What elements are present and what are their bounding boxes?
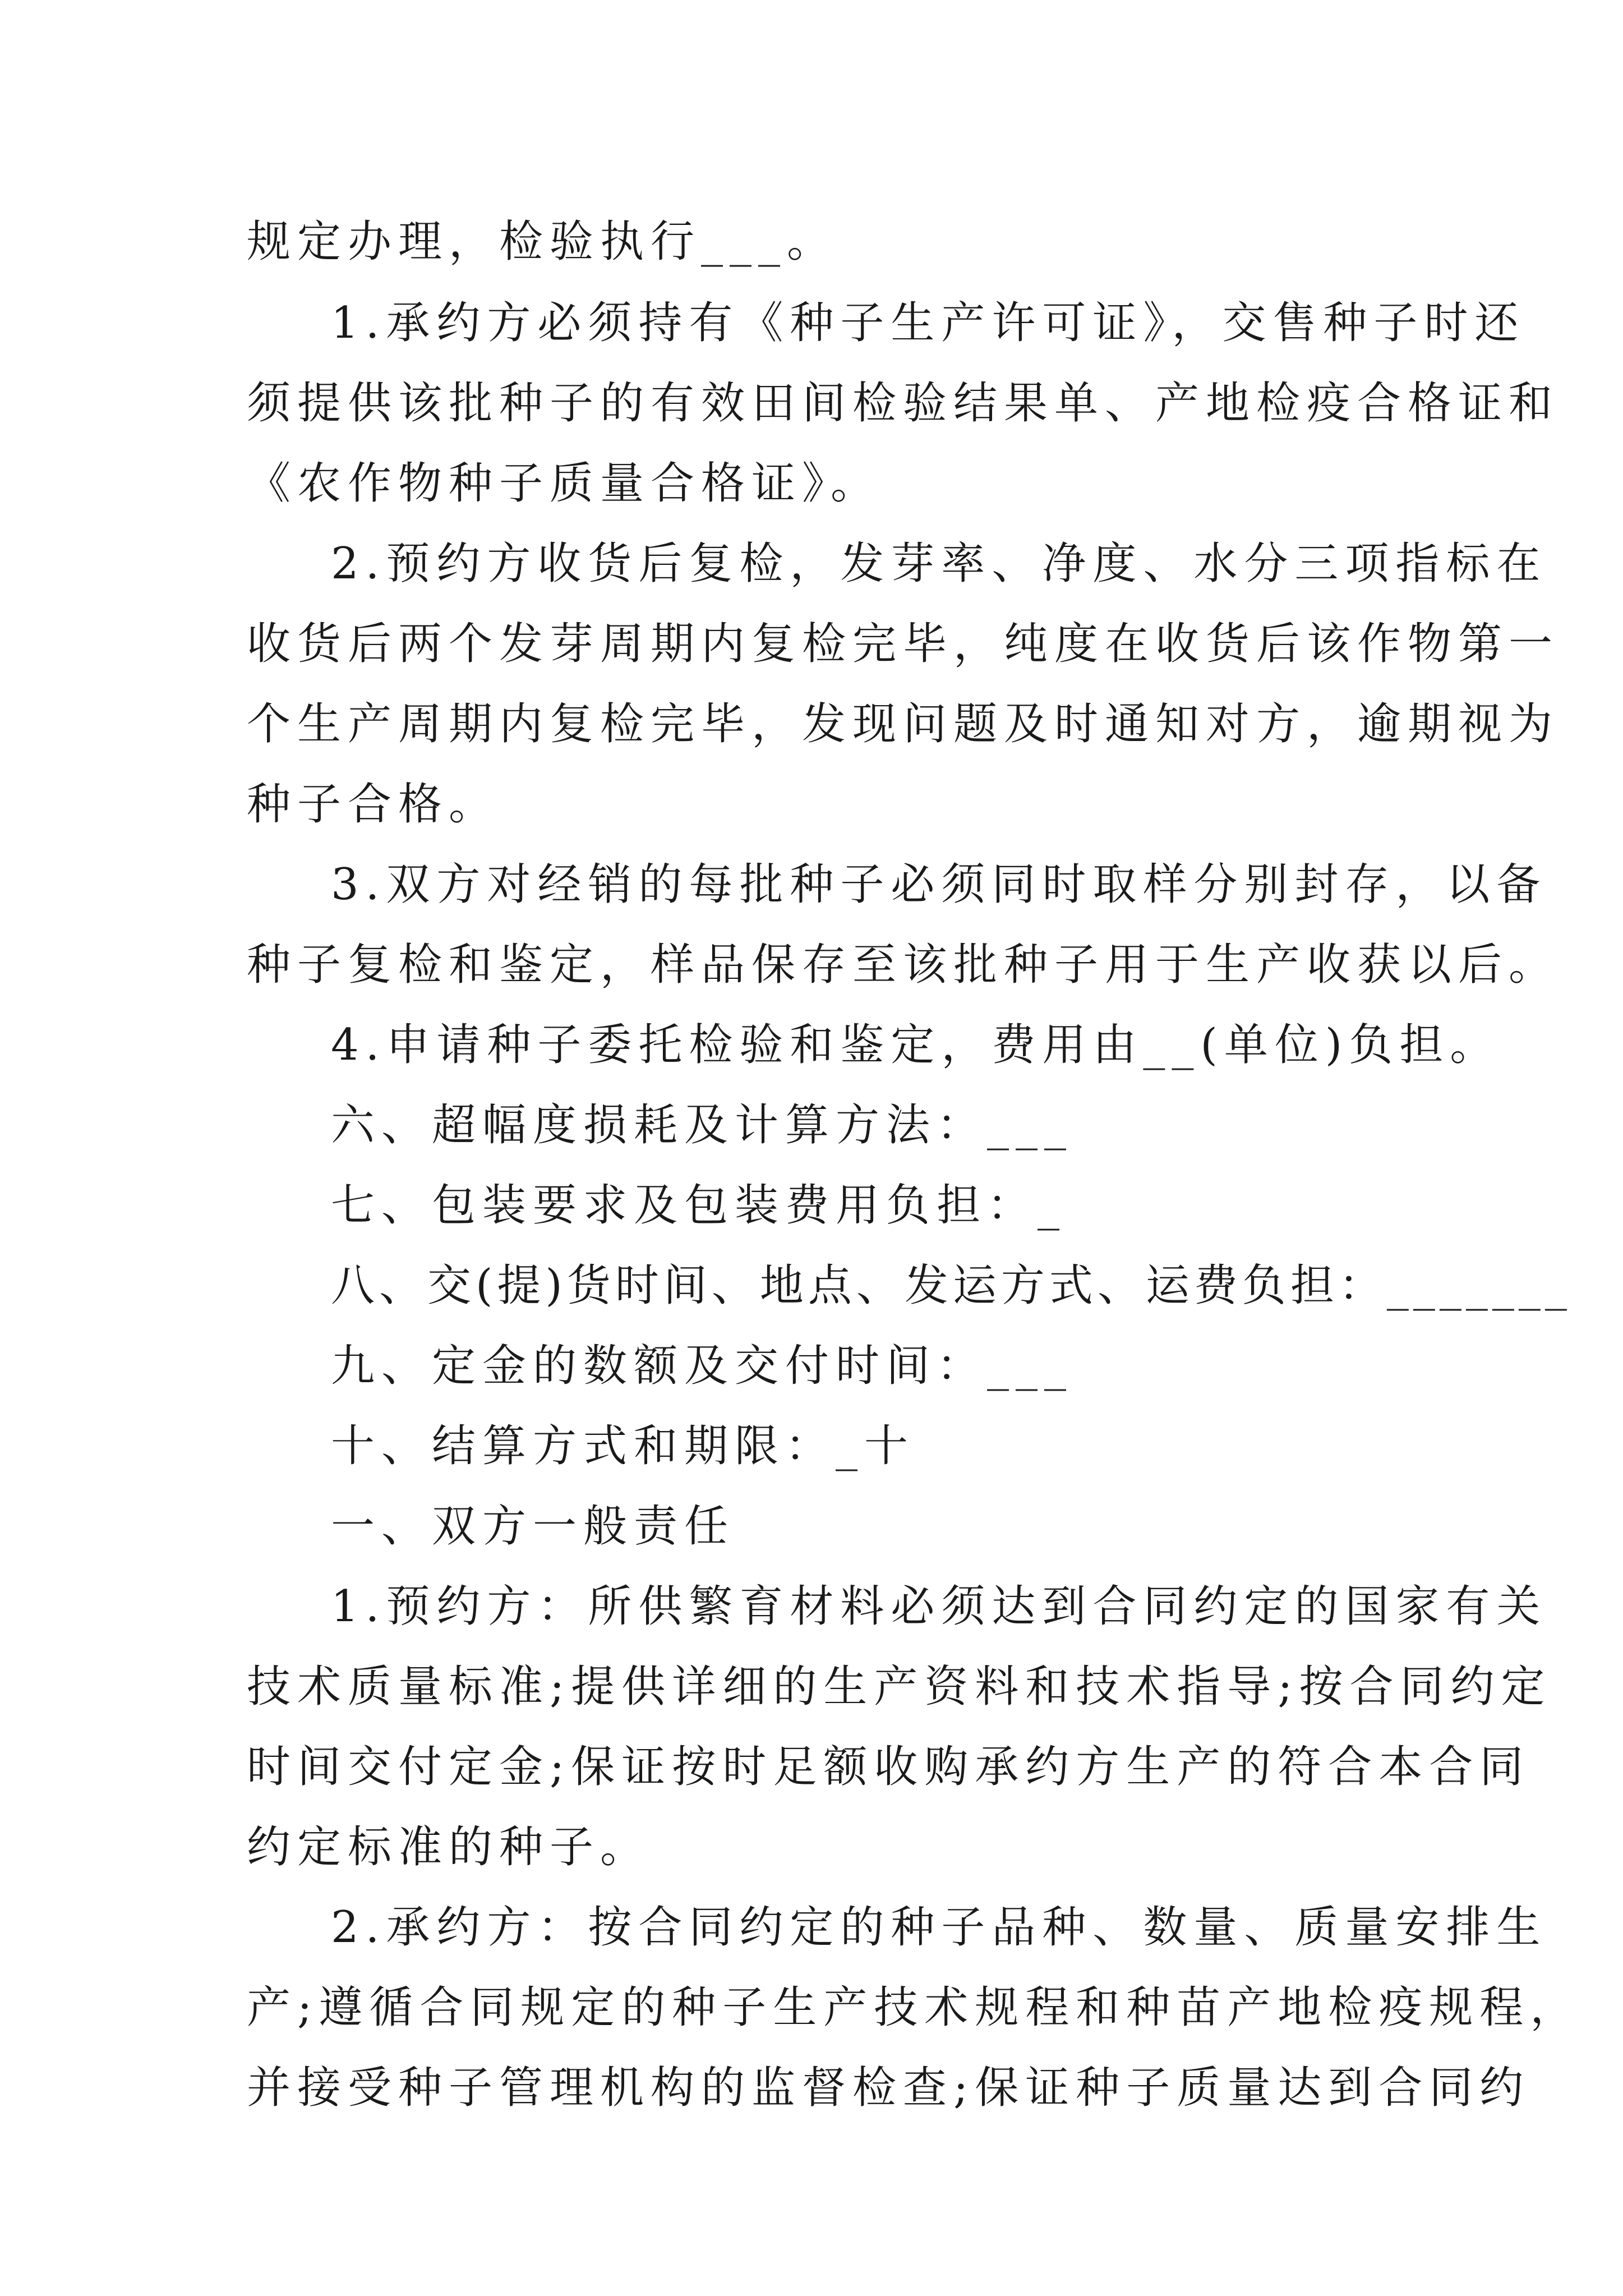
text-line: 时间交付定金;保证按时足额收购承约方生产的符合本合同 [247,1742,1530,1792]
text-line: 技术质量标准;提供详细的生产资料和技术指导;按合同约定 [247,1662,1552,1712]
text-line: 2.承约方：按合同约定的种子品种、数量、质量安排生 [331,1902,1547,1953]
text-line: 《农作物种子质量合格证》。 [247,458,882,509]
text-line: 1.预约方：所供繁育材料必须达到合同约定的国家有关 [331,1581,1547,1632]
text-line: 3.双方对经销的每批种子必须同时取样分别封存，以备 [331,859,1547,910]
text-line: 1.承约方必须持有《种子生产许可证》，交售种子时还 [331,298,1525,348]
text-line: 六、超幅度损耗及计算方法：___ [331,1100,1073,1151]
text-line: 产;遵循合同规定的种子生产技术规程和种苗产地检疫规程， [247,1982,1581,2033]
text-line: 收货后两个发芽周期内复检完毕，纯度在收货后该作物第一 [247,619,1560,669]
text-line: 八、交(提)货时间、地点、发运方式、运费负担：_______ [331,1260,1571,1311]
text-line: 4.申请种子委托检验和鉴定，费用由__(单位)负担。 [331,1020,1501,1070]
text-line: 并接受种子管理机构的监督检查;保证种子质量达到合同约 [247,2063,1530,2113]
text-line: 九、定金的数额及交付时间：___ [331,1341,1073,1391]
text-line: 一、双方一般责任 [331,1501,735,1552]
text-line: 规定办理，检验执行___。 [247,217,838,267]
text-line: 七、包装要求及包装费用负担：_ [331,1180,1067,1231]
text-line: 约定标准的种子。 [247,1822,651,1872]
text-line: 须提供该批种子的有效田间检验结果单、产地检疫合格证和 [247,378,1560,429]
text-line: 种子合格。 [247,779,500,830]
text-line: 2.预约方收货后复检，发芽率、净度、水分三项指标在 [331,539,1547,589]
text-line: 个生产周期内复检完毕，发现问题及时通知对方，逾期视为 [247,699,1560,749]
text-line: 种子复检和鉴定，样品保存至该批种子用于生产收获以后。 [247,940,1560,990]
text-line: 十、结算方式和期限：_十 [331,1421,915,1471]
